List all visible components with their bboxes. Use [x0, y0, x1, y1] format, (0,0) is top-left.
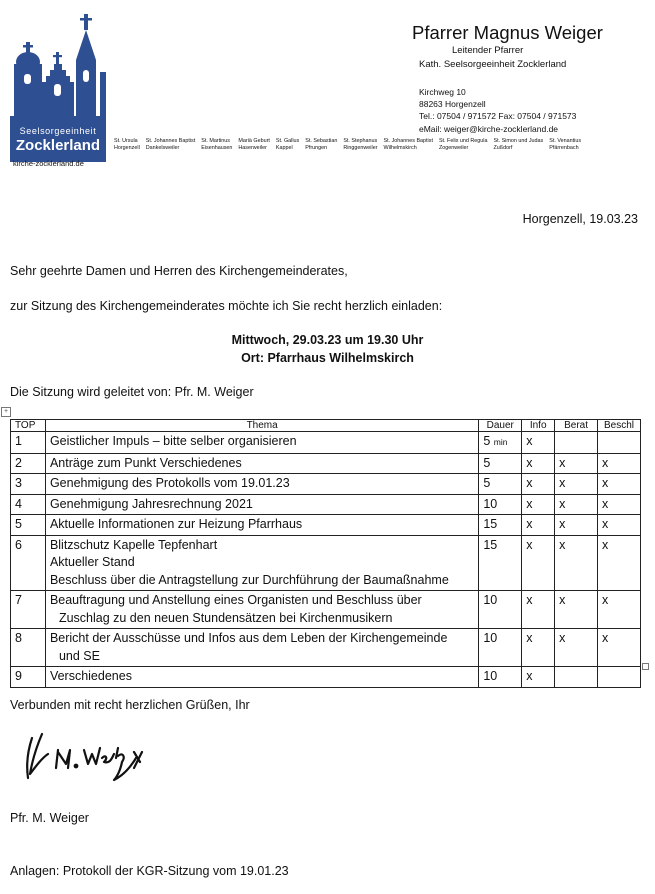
agenda-top-number: 4 — [11, 494, 46, 515]
agenda-beschl-mark: x — [598, 535, 641, 591]
agenda-topic-line: Beschluss über die Antragstellung zur Durchführung der Baumaßnahme — [49, 572, 449, 587]
header-info: Info — [522, 420, 555, 432]
agenda-duration — [479, 474, 522, 495]
agenda-duration-value: 15 — [483, 537, 498, 552]
parish-item — [549, 138, 581, 152]
agenda-duration — [479, 432, 522, 454]
parish-patron: St. Venantius — [549, 138, 582, 144]
agenda-topic-line: Verschiedenes — [49, 669, 132, 683]
agenda-table — [10, 419, 641, 688]
parish-list — [114, 138, 587, 152]
chair-line: Die Sitzung wird geleitet von: Pfr. M. Weiger — [10, 385, 254, 399]
table-resize-handle-icon[interactable] — [642, 663, 649, 670]
header-dauer: Dauer — [479, 420, 522, 432]
agenda-duration-value: 15 — [483, 517, 498, 531]
agenda-info-mark: x — [522, 453, 555, 474]
agenda-beschl-mark: x — [598, 453, 641, 474]
agenda-duration-value: 5 — [483, 434, 491, 448]
agenda-berat-mark: x — [555, 474, 598, 495]
agenda-row — [11, 453, 641, 474]
parish-item — [238, 138, 269, 152]
parish-location: Pfrungen — [305, 145, 328, 151]
parish-patron: St. Johannes Baptist — [383, 138, 433, 144]
parish-patron: St. Johannes Baptist — [145, 138, 196, 144]
website-link[interactable]: kirche-zocklerland.de — [13, 159, 84, 168]
agenda-info-mark: x — [522, 432, 555, 454]
parish-item — [146, 138, 195, 152]
agenda-topic — [45, 474, 478, 495]
parish-location: Pfärrenbach — [549, 145, 579, 151]
agenda-topic — [45, 494, 478, 515]
table-move-handle-icon[interactable]: + — [1, 407, 11, 417]
parish-patron: St. Sebastian — [305, 138, 338, 144]
agenda-topic-line: Genehmigung Jahresrechnung 2021 — [49, 496, 253, 511]
agenda-info-mark: x — [522, 515, 555, 536]
header-beschl: Beschl — [598, 420, 641, 432]
parish-patron: Mariä Geburt — [238, 138, 270, 144]
agenda-berat-mark: x — [555, 453, 598, 474]
logo-line-1: Seelsorgeeinheit — [19, 126, 97, 136]
agenda-beschl-mark: x — [598, 494, 641, 515]
agenda-topic — [45, 629, 478, 667]
agenda-row — [11, 591, 641, 629]
logo-line-2: Zocklerland — [15, 137, 101, 154]
agenda-beschl-mark: x — [598, 474, 641, 495]
parish-patron: St. Felix und Regula — [438, 138, 488, 144]
parish-item — [439, 138, 488, 152]
agenda-info-mark: x — [522, 535, 555, 591]
invitation-text: zur Sitzung des Kirchengemeinderates möchte ich Sie recht herzlich einladen: — [10, 299, 443, 313]
agenda-row — [11, 667, 641, 688]
agenda-top-number: 2 — [11, 453, 46, 474]
church-logo-icon — [10, 12, 106, 116]
agenda-beschl-mark — [598, 667, 641, 688]
agenda-topic-line: Geistlicher Impuls – bitte selber organisieren — [49, 434, 297, 448]
agenda-topic — [45, 453, 478, 474]
logo-wordmark — [10, 116, 106, 162]
agenda-topic-line: Genehmigung des Protokolls vom 19.01.23 — [49, 476, 290, 490]
agenda-berat-mark — [555, 432, 598, 454]
attachment-note: Anlagen: Protokoll der KGR-Sitzung vom 19.01.23 — [10, 864, 289, 878]
agenda-top-number: 3 — [11, 474, 46, 495]
agenda-top-number: 1 — [11, 432, 46, 454]
pastoral-unit: Kath. Seelsorgeeinheit Zocklerland — [419, 59, 567, 70]
agenda-topic — [45, 535, 478, 591]
agenda-topic-line: Aktuelle Informationen zur Heizung Pfarrhaus — [49, 517, 303, 531]
parish-patron: St. Stephanus — [343, 138, 378, 144]
agenda-duration-value: 10 — [483, 593, 498, 607]
agenda-topic — [45, 432, 478, 454]
agenda-duration-value: 5 — [483, 455, 491, 470]
agenda-row — [11, 629, 641, 667]
agenda-duration — [479, 535, 522, 591]
parish-location: Horgenzell — [114, 145, 140, 151]
agenda-topic-line: Aktueller Stand — [49, 555, 135, 569]
agenda-duration — [479, 453, 522, 474]
agenda-topic — [45, 591, 478, 629]
header-thema: Thema — [45, 420, 478, 432]
agenda-duration — [479, 667, 522, 688]
parish-item — [114, 138, 140, 152]
agenda-berat-mark: x — [555, 515, 598, 536]
agenda-info-mark: x — [522, 474, 555, 495]
place-date: Horgenzell, 19.03.23 — [522, 212, 638, 226]
agenda-row — [11, 515, 641, 536]
agenda-berat-mark — [555, 667, 598, 688]
parish-location: Haserweiler — [238, 145, 267, 151]
parish-item — [384, 138, 433, 152]
agenda-beschl-mark: x — [598, 591, 641, 629]
agenda-top-number: 6 — [11, 535, 46, 591]
header-berat: Berat — [555, 420, 598, 432]
agenda-beschl-mark — [598, 432, 641, 454]
parish-patron: St. Simon und Judas — [493, 138, 544, 144]
parish-item — [276, 138, 299, 152]
parish-location: Wilhelmskirch — [383, 145, 417, 151]
street: Kirchweg 10 — [419, 87, 466, 97]
pastor-name: Pfarrer Magnus Weiger — [412, 22, 603, 43]
email[interactable]: eMail: weiger@kirche-zocklerland.de — [419, 123, 559, 134]
meeting-date: Mittwoch, 29.03.23 um 19.30 Uhr — [231, 333, 424, 347]
parish-patron: St. Gallus — [275, 138, 300, 144]
agenda-duration — [479, 629, 522, 667]
agenda-topic-line: Anträge zum Punkt Verschiedenes — [49, 455, 242, 470]
agenda-duration — [479, 515, 522, 536]
parish-logo — [10, 12, 106, 154]
address-block — [419, 86, 576, 135]
agenda-duration-value: 10 — [483, 631, 498, 645]
agenda-topic-line: Zuschlag zu den neuen Stundensätzen bei Kirchenmusikern — [58, 610, 393, 625]
parish-patron: St. Ursula — [114, 138, 138, 144]
agenda-duration-value: 10 — [483, 669, 498, 683]
parish-item — [494, 138, 544, 152]
agenda-berat-mark: x — [555, 629, 598, 667]
agenda-duration-value: 10 — [483, 496, 498, 511]
parish-location: Eisenhausen — [201, 145, 233, 151]
agenda-top-number: 7 — [11, 591, 46, 629]
agenda-beschl-mark: x — [598, 629, 641, 667]
parish-location: Zußdorf — [493, 145, 513, 151]
agenda-topic-line: und SE — [58, 648, 100, 663]
closing-text: Verbunden mit recht herzlichen Grüßen, Ihr — [10, 698, 250, 712]
agenda-duration-unit: min — [493, 437, 508, 447]
agenda-duration — [479, 591, 522, 629]
parish-location: Zogenweiler — [438, 145, 469, 151]
agenda-info-mark: x — [522, 494, 555, 515]
parish-location: Dankelsweiler — [145, 145, 180, 151]
agenda-berat-mark: x — [555, 494, 598, 515]
city: 88263 Horgenzell — [419, 99, 486, 110]
agenda-beschl-mark: x — [598, 515, 641, 536]
parish-patron: St. Martinus — [201, 138, 230, 144]
handwritten-signature — [22, 728, 152, 791]
agenda-row — [11, 474, 641, 495]
pastor-role: Leitender Pfarrer — [452, 45, 524, 56]
agenda-top-number: 5 — [11, 515, 46, 536]
agenda-berat-mark: x — [555, 535, 598, 591]
agenda-berat-mark: x — [555, 591, 598, 629]
agenda-topic-line: Blitzschutz Kapelle Tepfenhart — [49, 537, 218, 552]
agenda-topic — [45, 515, 478, 536]
agenda-top-number: 8 — [11, 629, 46, 667]
parish-item — [305, 138, 337, 152]
signer-name: Pfr. M. Weiger — [10, 811, 89, 825]
agenda-topic-line: Bericht der Ausschüsse und Infos aus dem Leben der Kirchengemeinde — [49, 631, 448, 645]
agenda-info-mark: x — [522, 591, 555, 629]
header-top: TOP — [11, 420, 46, 432]
agenda-row — [11, 535, 641, 591]
phone-fax: Tel.: 07504 / 971572 Fax: 07504 / 971573 — [419, 111, 577, 122]
meeting-place: Ort: Pfarrhaus Wilhelmskirch — [241, 351, 414, 365]
agenda-info-mark: x — [522, 629, 555, 667]
agenda-duration — [479, 494, 522, 515]
agenda-topic-line: Beauftragung und Anstellung eines Organisten und Beschluss über — [49, 593, 422, 607]
agenda-topic — [45, 667, 478, 688]
parish-location: Kappel — [275, 145, 293, 151]
parish-item — [201, 138, 232, 152]
parish-location: Ringgenweiler — [343, 145, 378, 151]
agenda-row — [11, 432, 641, 454]
agenda-duration-value: 5 — [483, 476, 491, 490]
signature-icon — [22, 728, 152, 786]
agenda-top-number: 9 — [11, 667, 46, 688]
agenda-header-row — [11, 420, 641, 432]
salutation: Sehr geehrte Damen und Herren des Kirchengemeinderates, — [10, 264, 348, 278]
parish-item — [343, 138, 377, 152]
agenda-info-mark: x — [522, 667, 555, 688]
agenda-row — [11, 494, 641, 515]
